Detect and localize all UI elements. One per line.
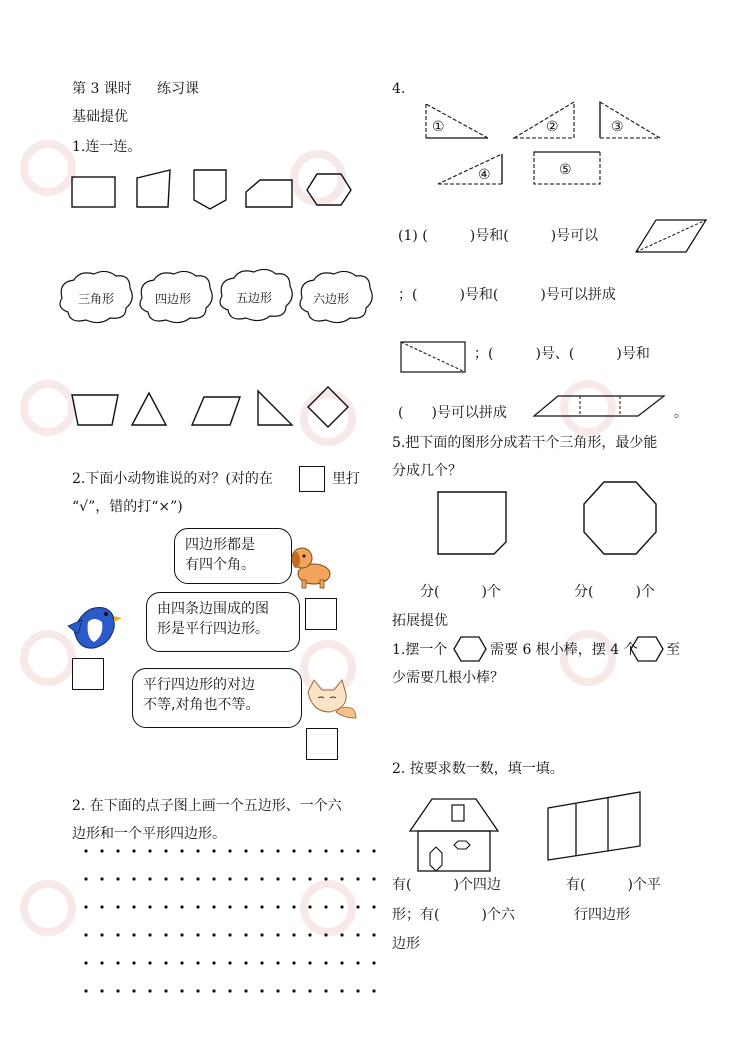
lesson-label: 第 3 课时 (72, 81, 132, 97)
parallelogram-target-1 (634, 216, 714, 256)
house-figure (404, 795, 504, 875)
question-5-line2: 分成几个？ (392, 463, 462, 479)
grid-dot (212, 849, 215, 852)
question-4: 4. (392, 81, 406, 97)
grid-dot (244, 905, 247, 908)
grid-dot (132, 989, 135, 992)
section-extension: 拓展提优 (392, 613, 448, 629)
grid-dot (276, 849, 279, 852)
grid-dot (228, 849, 231, 852)
grid-dot (164, 849, 167, 852)
hexagon-shape (307, 174, 351, 205)
lesson-title: 练习课 (157, 81, 199, 97)
grid-dot (308, 933, 311, 936)
trapezoid-shape (72, 395, 118, 425)
grid-dot (100, 961, 103, 964)
fen-b: 分( )个 (574, 584, 655, 600)
grid-dot (84, 905, 87, 908)
grid-dot (356, 849, 359, 852)
grid-dot (212, 989, 215, 992)
grid-dot (100, 989, 103, 992)
ext-q1-b: 需要 6 根小棒，摆 4 个 (490, 642, 638, 658)
grid-dot (132, 961, 135, 964)
grid-dot (100, 849, 103, 852)
dog-speech-bubble (174, 528, 292, 584)
grid-dot (244, 877, 247, 880)
answer-box-dog[interactable] (305, 598, 337, 630)
grid-dot (164, 961, 167, 964)
question-5-line1: 5.把下面的图形分成若干个三角形，最少能 (392, 435, 658, 451)
grid-dot (308, 905, 311, 908)
fill-b-line1: 有( )个平 (566, 877, 661, 893)
grid-dot (276, 905, 279, 908)
grid-dot (260, 933, 263, 936)
grid-dot (212, 933, 215, 936)
grid-dot (292, 961, 295, 964)
grid-dot (244, 933, 247, 936)
dog-icon (288, 540, 338, 590)
grid-dot (340, 933, 343, 936)
grid-dot (276, 877, 279, 880)
grid-dot (244, 849, 247, 852)
dot-grid[interactable] (82, 845, 382, 995)
grid-dot (340, 961, 343, 964)
grid-dot (228, 961, 231, 964)
cut-square-shape (438, 492, 506, 554)
grid-dot (228, 933, 231, 936)
hexagon-icon-2 (630, 636, 664, 662)
grid-dot (340, 849, 343, 852)
grid-dot (276, 989, 279, 992)
grid-dot (356, 905, 359, 908)
grid-dot (228, 989, 231, 992)
dog-bubble-line2: 有四个角。 (185, 557, 255, 573)
grid-dot (196, 989, 199, 992)
grid-dot (372, 849, 375, 852)
grid-dot (340, 905, 343, 908)
grid-dot (260, 877, 263, 880)
rectangle-target (400, 340, 470, 376)
grid-dot (100, 877, 103, 880)
dog-bubble-line1: 四边形都是 (185, 537, 255, 553)
grid-dot (100, 905, 103, 908)
grid-dot (228, 877, 231, 880)
piece-label-5: ⑤ (559, 162, 572, 178)
grid-dot (292, 905, 295, 908)
ext-q1-a: 1.摆一个 (392, 642, 448, 658)
grid-dot (132, 905, 135, 908)
answer-box-bird[interactable] (72, 658, 104, 690)
grid-dot (372, 989, 375, 992)
q4-part4-end: 。 (674, 405, 688, 421)
grid-dot (356, 961, 359, 964)
octagon-shape (584, 482, 656, 554)
grid-dot (356, 989, 359, 992)
bird-bubble-line1: 由四条边围成的图 (157, 601, 269, 617)
grid-dot (308, 877, 311, 880)
quad-shape (137, 170, 170, 207)
grid-dot (340, 989, 343, 992)
piece-label-4: ④ (478, 167, 491, 183)
fox-speech-bubble (132, 668, 302, 728)
grid-dot (340, 877, 343, 880)
question-1: 1.连一连。 (72, 139, 142, 155)
grid-dot (308, 849, 311, 852)
grid-dot (180, 877, 183, 880)
grid-dot (324, 849, 327, 852)
grid-dot (196, 849, 199, 852)
parallelogram-strip-figure (544, 790, 654, 860)
grid-dot (84, 989, 87, 992)
ext-q1-line2: 少需要几根小棒？ (392, 670, 504, 686)
fill-a-line2: 形；有( )个六 (392, 907, 515, 923)
answer-box-fox[interactable] (306, 728, 338, 760)
q4-part3: ；( )号、( )号和 (474, 346, 650, 362)
grid-dot (132, 877, 135, 880)
section-basic: 基础提优 (72, 109, 128, 125)
cloud-label-pentagon: 五边形 (236, 291, 273, 305)
grid-dot (324, 933, 327, 936)
grid-dot (356, 877, 359, 880)
fox-icon (300, 678, 360, 723)
grid-dot (84, 933, 87, 936)
grid-dot (244, 989, 247, 992)
grid-dot (356, 933, 359, 936)
grid-dot (180, 933, 183, 936)
question-3-line1: 2. 在下面的点子图上画一个五边形、一个六 (72, 798, 342, 814)
question-2-line1: 2.下面小动物谁说的对？(对的在 (72, 471, 273, 487)
q1-top-shapes (60, 162, 360, 212)
pentagon-shape (194, 170, 226, 209)
grid-dot (164, 989, 167, 992)
grid-dot (276, 961, 279, 964)
piece-label-1: ① (432, 119, 445, 135)
grid-dot (116, 905, 119, 908)
question-2-line1b: 里打 (332, 471, 360, 487)
q4-part1: (1) ( )号和( )号可以 (398, 228, 599, 244)
grid-dot (116, 849, 119, 852)
bird-icon (64, 600, 124, 655)
grid-dot (372, 933, 375, 936)
grid-dot (292, 989, 295, 992)
parallelogram-target-2 (532, 394, 672, 418)
grid-dot (292, 849, 295, 852)
grid-dot (308, 989, 311, 992)
cloud-label-quadrilateral: 四边形 (155, 292, 192, 306)
grid-dot (164, 905, 167, 908)
grid-dot (372, 961, 375, 964)
grid-dot (212, 961, 215, 964)
grid-dot (132, 849, 135, 852)
grid-dot (148, 849, 151, 852)
grid-dot (372, 877, 375, 880)
grid-dot (228, 905, 231, 908)
fill-a-line3: 边形 (392, 936, 420, 952)
grid-dot (116, 961, 119, 964)
triangle-pieces (424, 100, 684, 190)
piece-label-2: ② (546, 119, 559, 135)
grid-dot (84, 877, 87, 880)
grid-dot (164, 877, 167, 880)
grid-dot (116, 933, 119, 936)
parallelogram-shape (192, 397, 240, 425)
cloud-label-triangle: 三角形 (78, 292, 115, 306)
grid-dot (260, 905, 263, 908)
grid-dot (148, 877, 151, 880)
grid-dot (324, 961, 327, 964)
grid-dot (324, 905, 327, 908)
grid-dot (372, 905, 375, 908)
fill-a-line1: 有( )个四边 (392, 877, 501, 893)
grid-dot (260, 961, 263, 964)
ext-question-2: 2. 按要求数一数，填一填。 (392, 761, 564, 777)
right-triangle-shape (258, 391, 292, 425)
grid-dot (84, 849, 87, 852)
grid-dot (116, 989, 119, 992)
grid-dot (244, 961, 247, 964)
grid-dot (212, 877, 215, 880)
rectangle-shape (72, 177, 115, 207)
grid-dot (260, 989, 263, 992)
answer-box-sample (299, 466, 325, 492)
grid-dot (180, 905, 183, 908)
grid-dot (180, 989, 183, 992)
grid-dot (308, 961, 311, 964)
grid-dot (164, 933, 167, 936)
fox-bubble-line1: 平行四边形的对边 (143, 677, 255, 693)
grid-dot (196, 961, 199, 964)
question-2-line2: “√”，错的打“×”) (72, 499, 183, 515)
piece-label-3: ③ (611, 119, 624, 135)
hexagon-icon (453, 636, 487, 662)
grid-dot (180, 961, 183, 964)
grid-dot (260, 849, 263, 852)
grid-dot (324, 877, 327, 880)
grid-dot (148, 961, 151, 964)
grid-dot (292, 877, 295, 880)
grid-dot (148, 905, 151, 908)
fen-a: 分( )个 (420, 584, 501, 600)
cloud-label-hexagon: 六边形 (313, 292, 350, 306)
grid-dot (212, 905, 215, 908)
grid-dot (180, 849, 183, 852)
q4-part2: ；( )号和( )号可以拼成 (398, 287, 616, 303)
q4-part4: ( )号可以拼成 (398, 405, 507, 421)
grid-dot (292, 933, 295, 936)
bird-speech-bubble (146, 592, 300, 652)
grid-dot (324, 989, 327, 992)
fill-b-line2: 行四边形 (574, 907, 630, 923)
grid-dot (196, 905, 199, 908)
grid-dot (276, 933, 279, 936)
grid-dot (132, 933, 135, 936)
grid-dot (100, 933, 103, 936)
grid-dot (196, 933, 199, 936)
grid-dot (116, 877, 119, 880)
ext-q1-c: 至 (666, 642, 680, 658)
question-3-line2: 边形和一个平形四边形。 (72, 826, 226, 842)
grid-dot (148, 989, 151, 992)
grid-dot (148, 933, 151, 936)
q5-shapes (430, 480, 690, 560)
pentagon-shape-2 (246, 180, 292, 207)
q1-bottom-shapes (60, 385, 360, 435)
bird-bubble-line2: 形是平行四边形。 (157, 621, 269, 637)
triangle-shape (132, 393, 166, 425)
fox-bubble-line2: 不等,对角也不等。 (143, 697, 260, 713)
grid-dot (196, 877, 199, 880)
rhombus-shape (308, 387, 348, 427)
grid-dot (84, 961, 87, 964)
